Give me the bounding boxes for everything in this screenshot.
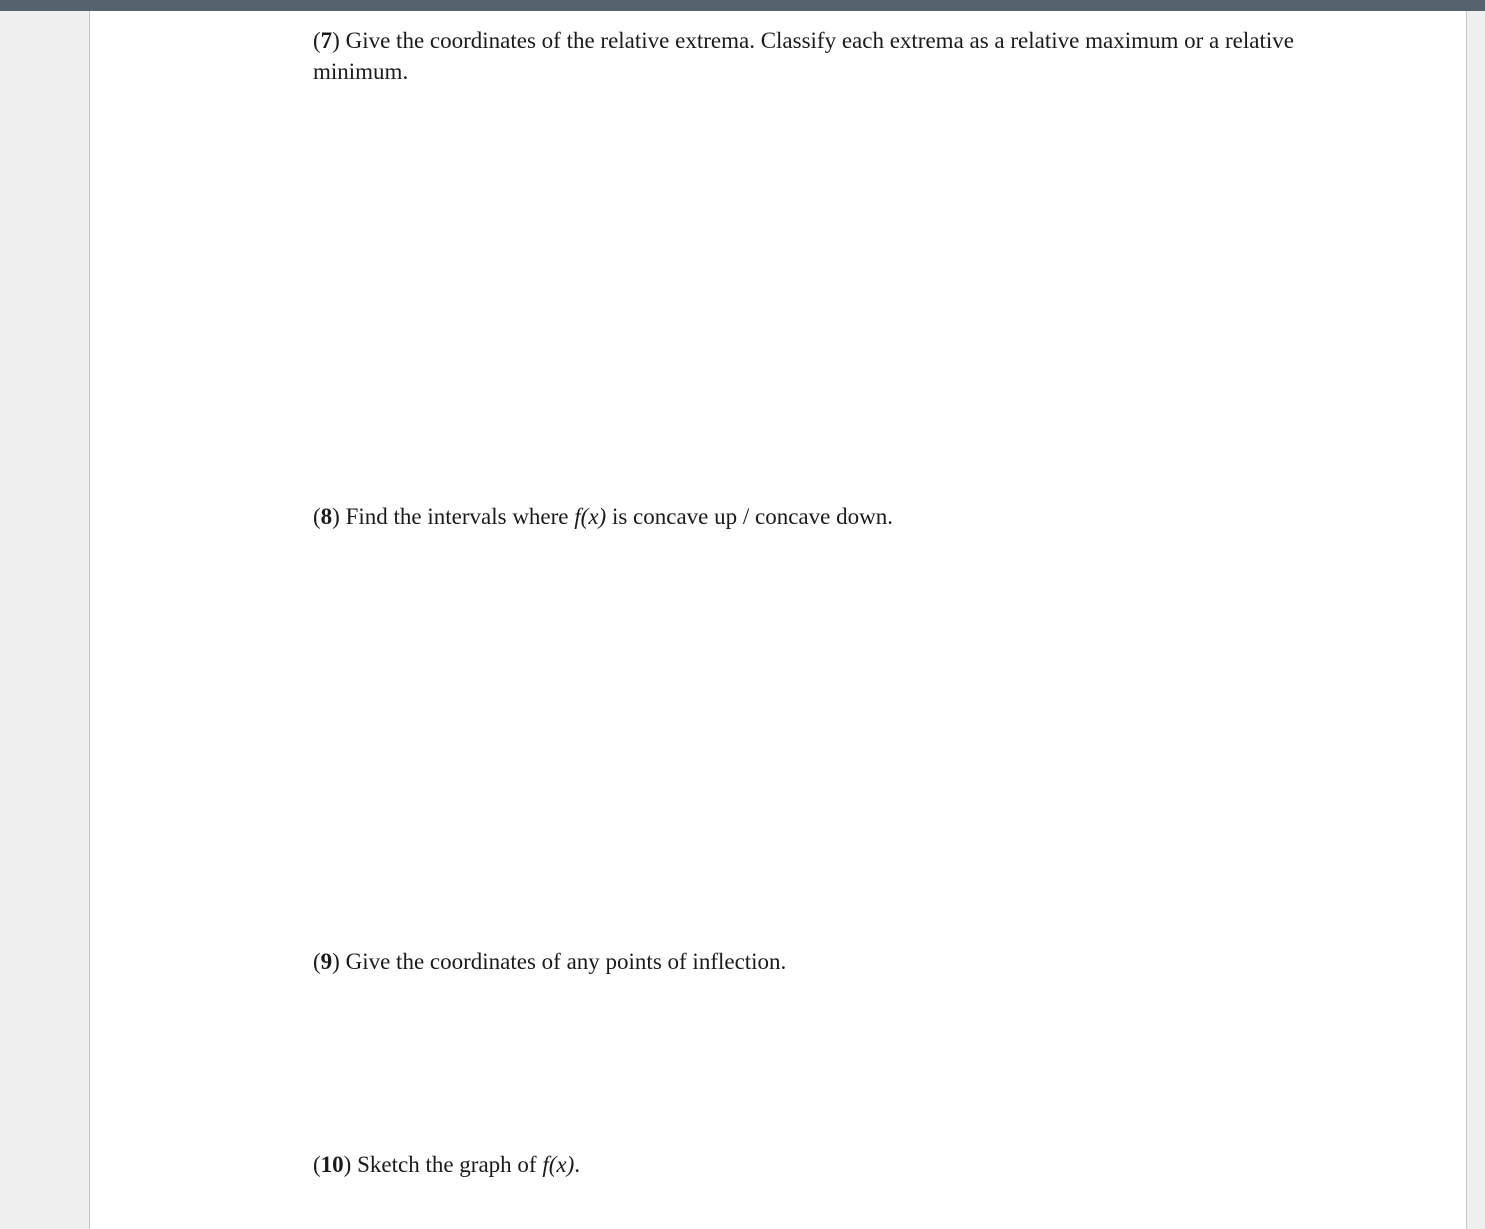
- question-text-before: Sketch the graph of: [357, 1152, 537, 1177]
- question-text-before: Find the intervals where: [345, 504, 569, 529]
- question-text: Give the coordinates of any points of inflection.: [345, 949, 787, 974]
- question-9: (9) Give the coordinates of any points of inflection.: [313, 949, 787, 974]
- question-10: (10) Sketch the graph of f(x).: [313, 1152, 580, 1177]
- math-expression: f(x): [574, 504, 607, 529]
- question-number: 10: [320, 1152, 344, 1177]
- question-number: 9: [320, 949, 333, 974]
- math-expression: f(x): [542, 1152, 575, 1177]
- question-text: Give the coordinates of the relative extrema. Classify each extrema as a relative maximum or a relative minimum.: [313, 28, 1294, 84]
- question-7: (7) Give the coordinates of the relative extrema. Classify each extrema as a relative maximum or a relative minimum.: [313, 28, 1294, 84]
- question-text-after: is concave up / concave down.: [611, 504, 893, 529]
- question-number: 8: [320, 504, 333, 529]
- question-number: 7: [320, 28, 333, 53]
- document-page: [89, 11, 1467, 1229]
- viewer-top-bar: [0, 0, 1485, 11]
- question-8: (8) Find the intervals where f(x) is concave up / concave down.: [313, 504, 893, 529]
- question-text-after: .: [574, 1152, 580, 1177]
